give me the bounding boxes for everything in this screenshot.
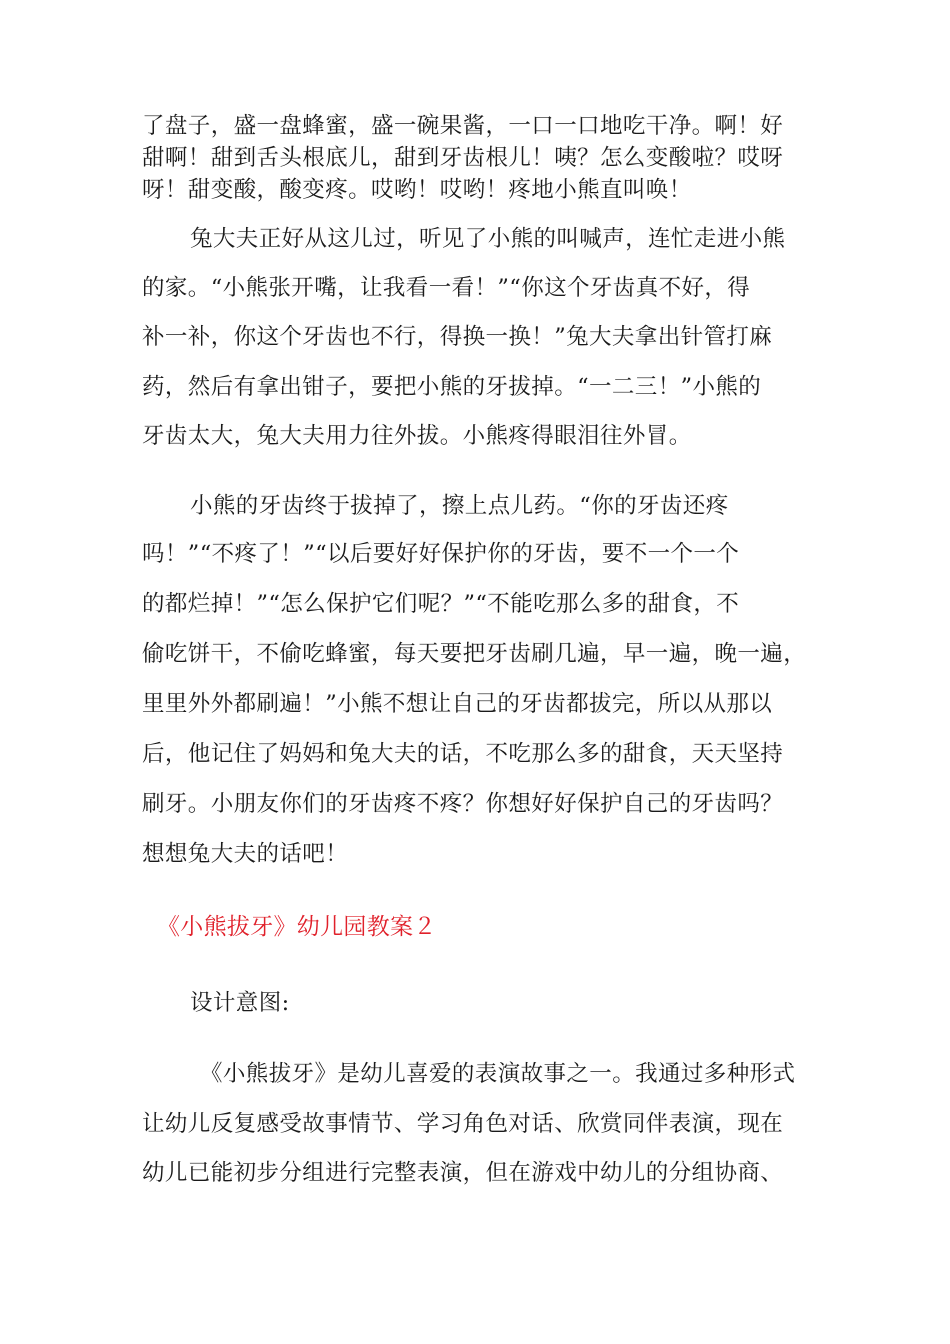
paragraph1-line-1: 了盘子，盛一盘蜂蜜，盛一碗果酱，一口一口地吃干净。啊！好 xyxy=(142,113,784,139)
paragraph3-line-4: 偷吃饼干，不偷吃蜂蜜，每天要把牙齿刷几遍，早一遍，晚一遍， xyxy=(142,641,807,667)
paragraph3-line-2: 吗！”“不疼了！”“以后要好好保护你的牙齿，要不一个一个 xyxy=(142,541,740,567)
section-heading: 《小熊拔牙》幼儿园教案２ xyxy=(157,914,437,940)
paragraph4-line-2: 让幼儿反复感受故事情节、学习角色对话、欣赏同伴表演，现在 xyxy=(142,1111,784,1137)
paragraph2-line-4: 药，然后有拿出钳子，要把小熊的牙拔掉。“一二三！”小熊的 xyxy=(142,374,762,400)
paragraph2-line-1: 兔大夫正好从这儿过，听见了小熊的叫喊声，连忙走进小熊 xyxy=(190,226,786,252)
paragraph2-line-2: 的家。“小熊张开嘴，让我看一看！”“你这个牙齿真不好，得 xyxy=(142,275,751,301)
paragraph1-line-2: 甜啊！甜到舌头根底儿，甜到牙齿根儿！咦？怎么变酸啦？哎呀 xyxy=(142,145,784,171)
paragraph3-line-5: 里里外外都刷遍！”小熊不想让自己的牙齿都拔完，所以从那以 xyxy=(142,691,773,717)
paragraph3-line-7: 刷牙。小朋友你们的牙齿疼不疼？你想好好保护自己的牙齿吗？ xyxy=(142,791,784,817)
paragraph3-line-6: 后，他记住了妈妈和兔大夫的话，不吃那么多的甜食，天天坚持 xyxy=(142,741,784,767)
paragraph3-line-1: 小熊的牙齿终于拔掉了，擦上点儿药。“你的牙齿还疼 xyxy=(190,493,729,519)
paragraph2-line-3: 补一补，你这个牙齿也不行，得换一换！”兔大夫拿出针管打麻 xyxy=(142,324,773,350)
paragraph3-line-8: 想想兔大夫的话吧！ xyxy=(142,841,349,867)
paragraph4-line-1: 《小熊拔牙》是幼儿喜爱的表演故事之一。我通过多种形式 xyxy=(200,1061,796,1087)
design-intent-label: 设计意图: xyxy=(190,990,290,1016)
paragraph4-line-3: 幼儿已能初步分组进行完整表演，但在游戏中幼儿的分组协商、 xyxy=(142,1160,784,1186)
paragraph3-line-3: 的都烂掉！”“怎么保护它们呢？”“不能吃那么多的甜食，不 xyxy=(142,591,740,617)
paragraph2-line-5: 牙齿太大，兔大夫用力往外拔。小熊疼得眼泪往外冒。 xyxy=(142,423,692,449)
paragraph1-line-3: 呀！甜变酸，酸变疼。哎哟！哎哟！疼地小熊直叫唤！ xyxy=(142,177,692,203)
